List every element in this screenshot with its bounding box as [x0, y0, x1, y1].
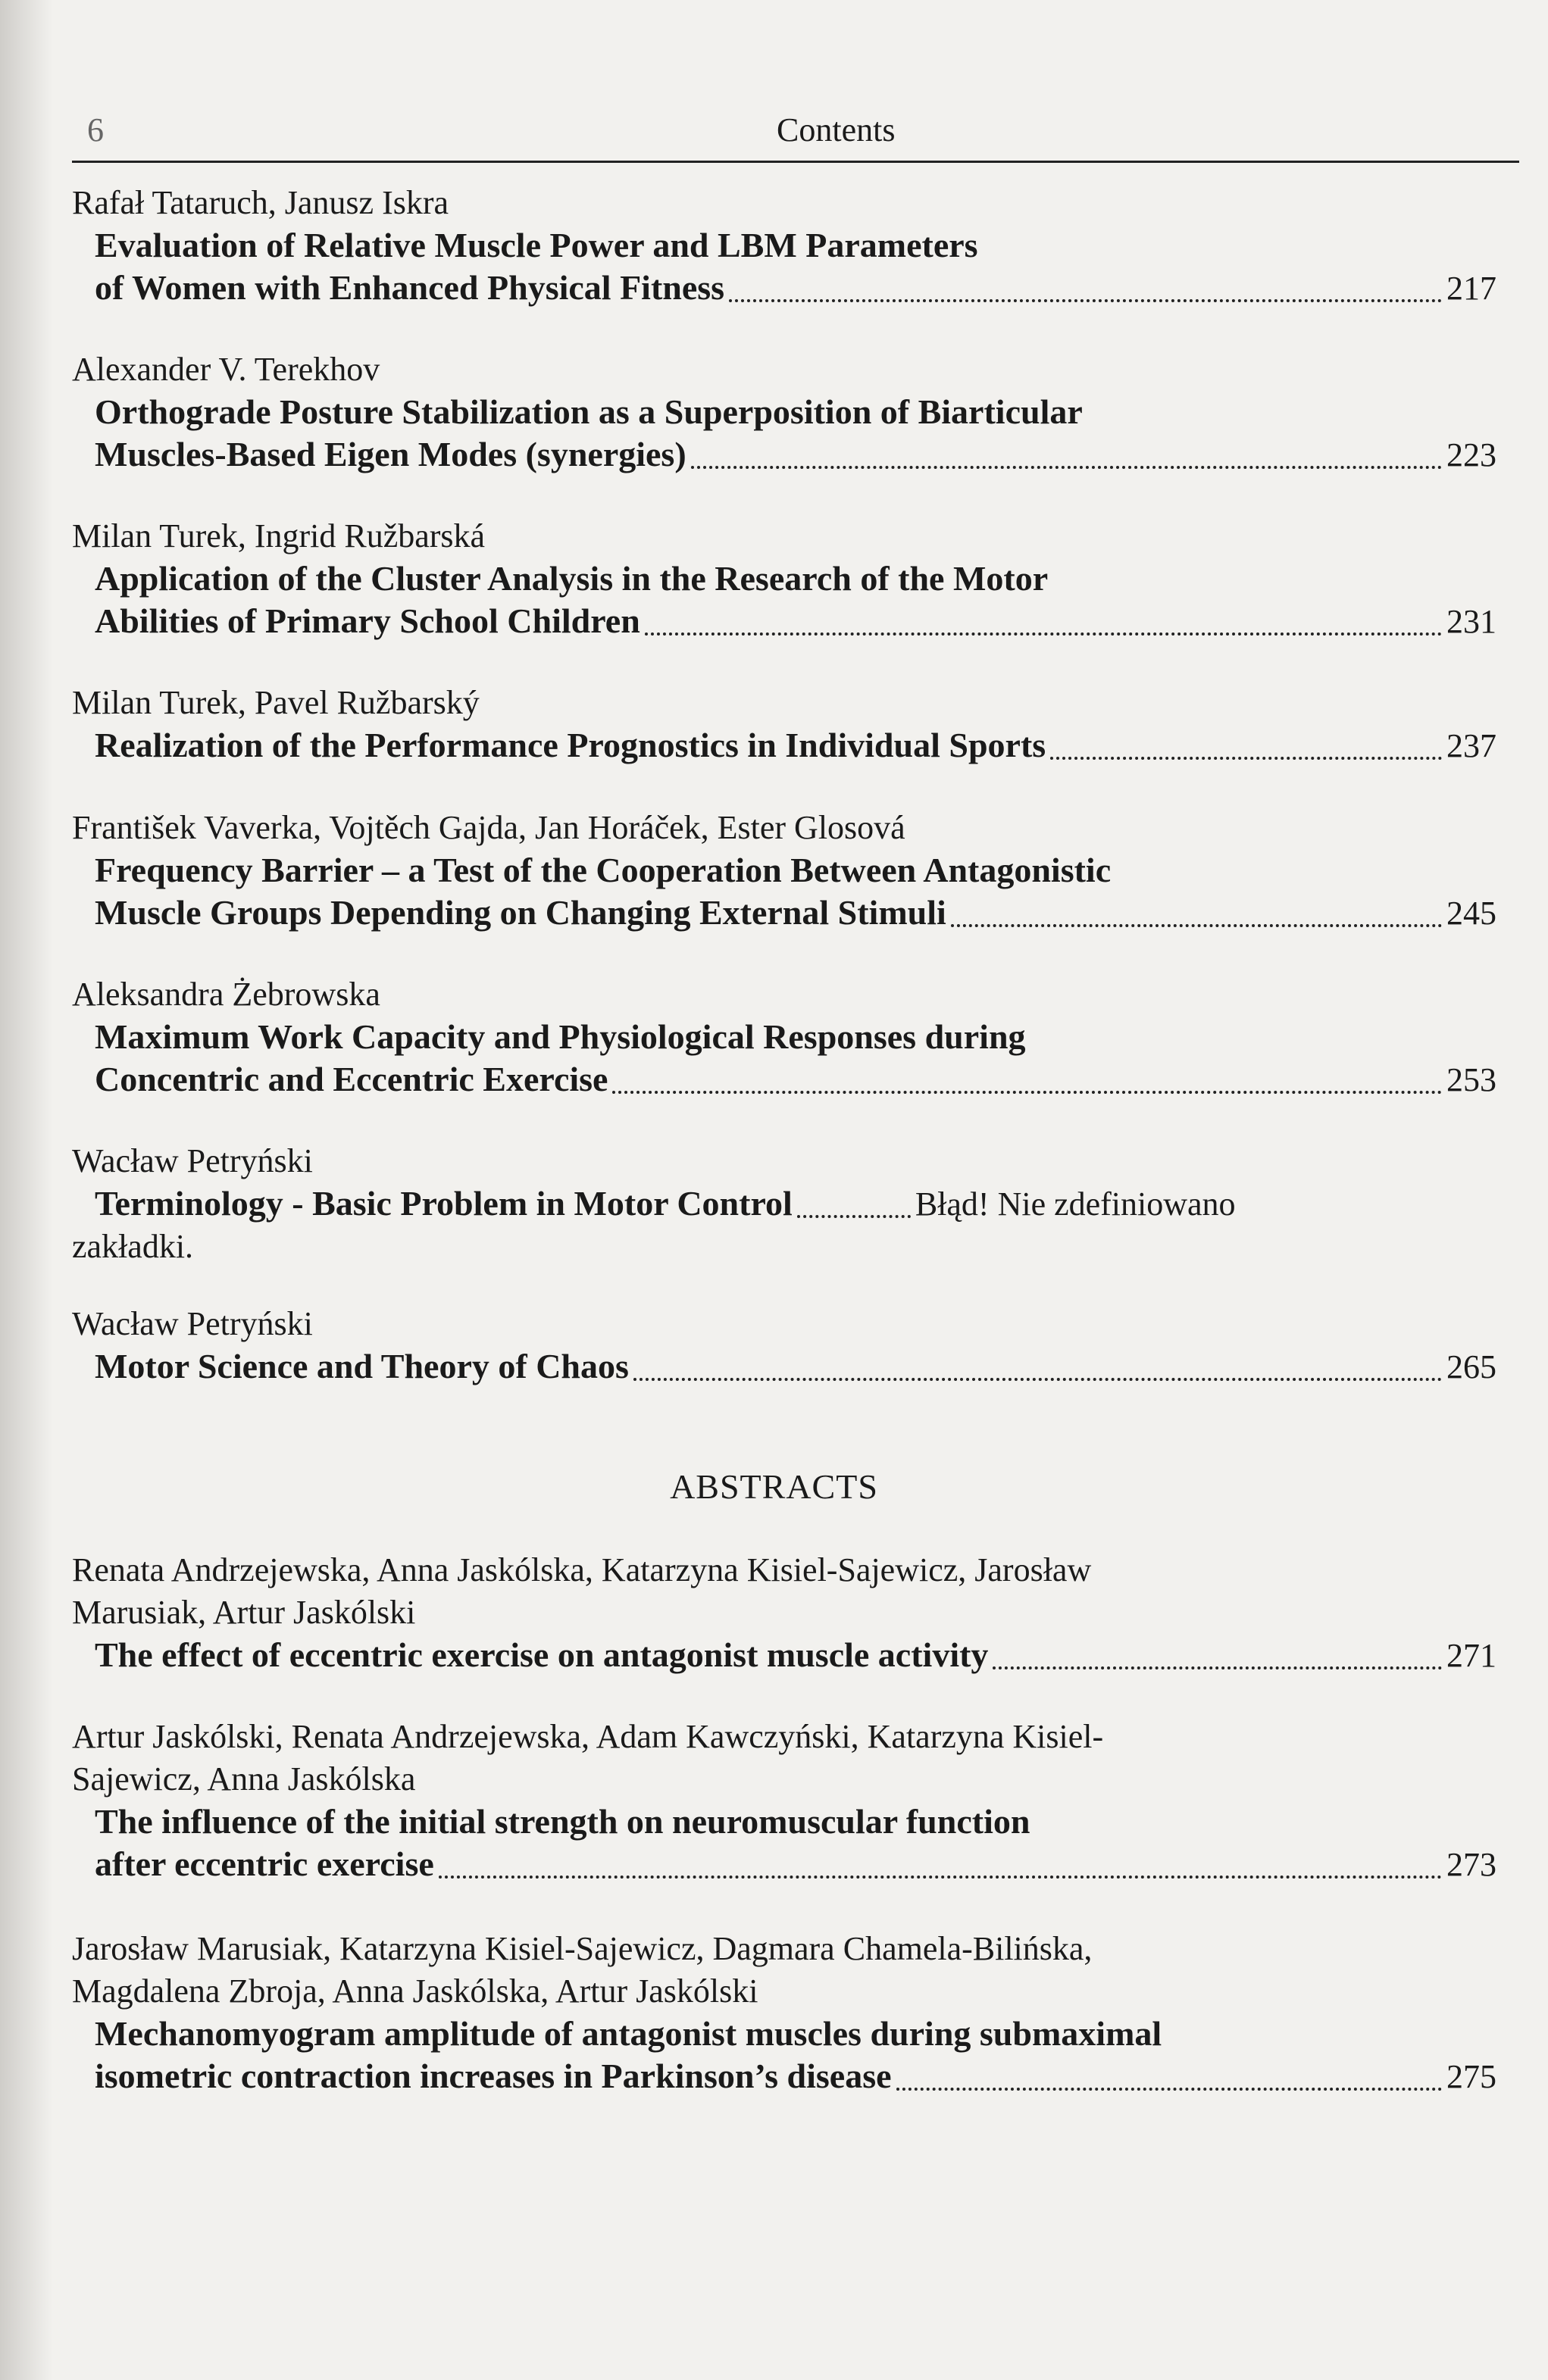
- entry-authors: Wacław Petryński: [72, 1142, 313, 1179]
- toc-entry[interactable]: [72, 515, 1496, 643]
- entry-page-number: Błąd! Nie zdefiniowano: [915, 1185, 1236, 1223]
- running-title: Contents: [777, 111, 896, 148]
- entry-authors: [72, 1716, 1496, 1801]
- entry-title: [72, 558, 1496, 643]
- leader-dots: [993, 1659, 1442, 1669]
- running-header: [72, 106, 1519, 167]
- toc-entry[interactable]: [72, 348, 1496, 476]
- abstract-entry[interactable]: [72, 1549, 1496, 1677]
- entry-title: [72, 1634, 1496, 1677]
- toc-entry[interactable]: [72, 807, 1496, 935]
- entry-page-continuation: zakładki.: [72, 1228, 194, 1265]
- abstracts-heading: ABSTRACTS: [670, 1467, 878, 1506]
- entry-authors: [72, 1928, 1496, 2013]
- entry-title: [72, 849, 1496, 935]
- page-edge-shadow: [0, 0, 53, 2380]
- entry-title-line: Mechanomyogram amplitude of antagonist muscles during submaximal: [95, 2014, 1162, 2053]
- entry-authors: František Vaverka, Vojtěch Gajda, Jan Horáček, Ester Glosová: [72, 809, 905, 846]
- entry-title: [72, 1016, 1496, 1101]
- entry-title-line: Muscle Groups Depending on Changing External Stimuli: [95, 893, 946, 932]
- entry-title-line: Frequency Barrier – a Test of the Cooperation Between Antagonistic: [95, 851, 1112, 889]
- entry-title-line: of Women with Enhanced Physical Fitness: [95, 268, 725, 307]
- entry-authors-line: Sajewicz, Anna Jaskólska: [72, 1760, 416, 1797]
- entry-title: [72, 2013, 1496, 2098]
- entry-title: [72, 1182, 1496, 1226]
- abstract-entry[interactable]: [72, 1928, 1496, 2098]
- entry-title-line: Concentric and Eccentric Exercise: [95, 1060, 608, 1098]
- entry-title-line: The influence of the initial strength on neuromuscular function: [95, 1802, 1030, 1841]
- entry-title-line: Maximum Work Capacity and Physiological Responses during: [95, 1017, 1026, 1056]
- entry-title: [72, 224, 1496, 310]
- entry-page-number: 245: [1446, 895, 1496, 932]
- entry-title-line: Application of the Cluster Analysis in the Research of the Motor: [95, 559, 1049, 598]
- entry-authors: [72, 1549, 1496, 1634]
- entry-title-line: The effect of eccentric exercise on antagonist muscle activity: [95, 1635, 989, 1674]
- entry-title-line: Muscles-Based Eigen Modes (synergies): [95, 435, 686, 473]
- leader-dots: [645, 625, 1442, 636]
- entry-authors: Alexander V. Terekhov: [72, 351, 380, 388]
- entry-authors: Wacław Petryński: [72, 1305, 313, 1342]
- entry-authors: Milan Turek, Pavel Ružbarský: [72, 684, 480, 721]
- entry-title: [72, 391, 1496, 476]
- toc-entry[interactable]: [72, 1140, 1496, 1268]
- leader-dots: [729, 292, 1442, 302]
- entry-title-line: after eccentric exercise: [95, 1844, 434, 1883]
- entry-authors-line: Artur Jaskólski, Renata Andrzejewska, Adam Kawczyński, Katarzyna Kisiel-: [72, 1718, 1104, 1755]
- leader-dots: [951, 917, 1442, 927]
- entry-authors-line: Jarosław Marusiak, Katarzyna Kisiel-Sajewicz, Dagmara Chamela-Bilińska,: [72, 1930, 1093, 1967]
- toc-entry[interactable]: [72, 1303, 1496, 1388]
- entry-title-line: Terminology - Basic Problem in Motor Control: [95, 1184, 793, 1223]
- header-rule: [72, 161, 1519, 163]
- entry-page-number: 237: [1446, 727, 1496, 764]
- entry-authors: Rafał Tataruch, Janusz Iskra: [72, 184, 449, 221]
- entry-page-number: 223: [1446, 436, 1496, 473]
- entry-page-number: 275: [1446, 2058, 1496, 2095]
- toc-entry[interactable]: [72, 182, 1496, 310]
- toc-entry[interactable]: [72, 973, 1496, 1101]
- leader-dots: [896, 2080, 1442, 2091]
- entry-page-number: 265: [1446, 1348, 1496, 1385]
- entry-authors-line: Magdalena Zbroja, Anna Jaskólska, Artur Jaskólski: [72, 1972, 758, 2010]
- entry-title-line: Motor Science and Theory of Chaos: [95, 1347, 629, 1385]
- page-number: 6: [87, 111, 104, 148]
- toc-entry[interactable]: [72, 682, 1496, 767]
- entry-title-line: isometric contraction increases in Parkinson’s disease: [95, 2057, 892, 2095]
- entry-title: [72, 724, 1496, 767]
- entry-page-number: 231: [1446, 603, 1496, 640]
- leader-dots: [1050, 749, 1442, 760]
- entry-title-line: Realization of the Performance Prognostics in Individual Sports: [95, 726, 1046, 764]
- entry-page-number: 271: [1446, 1637, 1496, 1674]
- entry-title-line: Orthograde Posture Stabilization as a Superposition of Biarticular: [95, 392, 1083, 431]
- entry-title: [72, 1801, 1496, 1886]
- entry-authors-line: Marusiak, Artur Jaskólski: [72, 1594, 416, 1631]
- entry-page-number: 253: [1446, 1061, 1496, 1098]
- leader-dots: [612, 1083, 1442, 1094]
- entry-authors: Milan Turek, Ingrid Ružbarská: [72, 517, 486, 554]
- leader-dots: [439, 1868, 1442, 1879]
- entry-title: [72, 1345, 1496, 1388]
- leader-dots: [633, 1370, 1442, 1381]
- entry-page-number: 217: [1446, 270, 1496, 307]
- entry-authors: Aleksandra Żebrowska: [72, 976, 380, 1013]
- abstract-entry[interactable]: [72, 1716, 1496, 1886]
- entry-title-line: Evaluation of Relative Muscle Power and LBM Parameters: [95, 226, 978, 264]
- entry-page-number: 273: [1446, 1846, 1496, 1883]
- entry-authors-line: Renata Andrzejewska, Anna Jaskólska, Katarzyna Kisiel-Sajewicz, Jarosław: [72, 1551, 1092, 1588]
- entry-title-line: Abilities of Primary School Children: [95, 601, 640, 640]
- leader-dots: [797, 1207, 911, 1218]
- leader-dots: [691, 458, 1442, 469]
